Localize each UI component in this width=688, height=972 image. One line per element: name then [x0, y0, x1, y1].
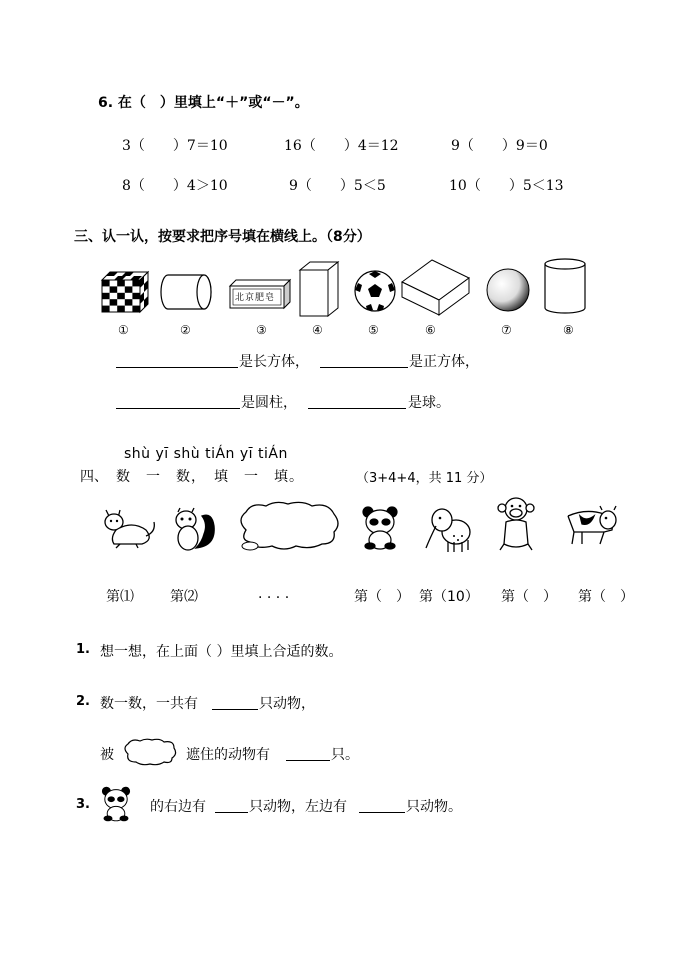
- label-sphere: 是球。: [408, 395, 450, 411]
- soap-label: 北京肥皂: [235, 293, 276, 303]
- equation: 8（ ）4＞10: [122, 178, 228, 194]
- shape-number: ⑧: [563, 323, 574, 337]
- q3-text: 只动物，左边有: [249, 799, 347, 815]
- q2-text: 只动物，: [259, 696, 315, 712]
- label-cube: 是正方体，: [409, 354, 479, 370]
- tall-cuboid-figure: [300, 262, 340, 316]
- q2-text: 数一数，一共有: [100, 696, 198, 712]
- equation: 9（ ）9＝0: [451, 138, 548, 154]
- equation: 16（ ）4＝12: [284, 138, 399, 154]
- equation: 10（ ）5＜13: [449, 178, 564, 194]
- horizontal-cylinder-figure: [160, 274, 212, 310]
- soccer-ball-figure: [354, 270, 396, 312]
- section4-prefix: 四、: [80, 469, 108, 485]
- answer-blank[interactable]: [116, 408, 240, 409]
- shape-number: ⑦: [501, 323, 512, 337]
- upright-cylinder-figure: [544, 258, 586, 314]
- q3-text: 的右边有: [150, 799, 206, 815]
- cloud-icon: [236, 500, 342, 552]
- cloud-icon: [122, 738, 178, 766]
- panda-icon: [360, 506, 400, 550]
- q2-text: 只。: [331, 747, 359, 763]
- q2-text: 遮住的动物有: [186, 747, 270, 763]
- q3-text: 只动物。: [406, 799, 462, 815]
- q3-number: 3.: [76, 797, 90, 812]
- checkered-cube-figure: [102, 272, 150, 312]
- monkey-icon: [494, 496, 538, 552]
- shape-number: ②: [180, 323, 191, 337]
- equation: 9（ ）5＜5: [289, 178, 386, 194]
- q2-text: 被: [100, 747, 114, 763]
- shape-number: ①: [118, 323, 129, 337]
- order-label: 第（10）: [419, 589, 479, 605]
- equation: 3（ ）7＝10: [122, 138, 228, 154]
- q1-text: 想一想，在上面（ ）里填上合适的数。: [100, 644, 343, 660]
- q6-title: 6. 在（ ）里填上“＋”或“－”。: [98, 95, 309, 111]
- q1-number: 1.: [76, 642, 90, 657]
- q2-number: 2.: [76, 694, 90, 709]
- shape-number: ③: [256, 323, 267, 337]
- cow-icon: [560, 504, 620, 548]
- section4-score: （3+4+4，共 11 分）: [356, 471, 493, 486]
- order-label: 第⑵: [170, 589, 198, 605]
- section3-heading: 三、认一认，按要求把序号填在横线上。（8分）: [74, 229, 371, 245]
- sphere-figure: [486, 268, 530, 312]
- shape-number: ④: [312, 323, 323, 337]
- panda-icon: [100, 786, 132, 822]
- section4-heading: 数 一 数， 填 一 填。: [116, 469, 304, 485]
- label-cylinder: 是圆柱，: [241, 395, 297, 411]
- cube-figure: [402, 260, 470, 316]
- squirrel-icon: [168, 506, 218, 554]
- elephant-icon: [424, 504, 474, 554]
- answer-blank[interactable]: [286, 760, 330, 761]
- order-label: 第⑴: [106, 589, 134, 605]
- label-cuboid: 是长方体，: [239, 354, 309, 370]
- answer-blank[interactable]: [116, 367, 238, 368]
- answer-blank[interactable]: [359, 812, 405, 813]
- answer-blank[interactable]: [308, 408, 406, 409]
- answer-blank[interactable]: [212, 709, 258, 710]
- order-label: 第（ ）: [501, 589, 557, 605]
- shape-number: ⑤: [368, 323, 379, 337]
- shape-number: ⑥: [425, 323, 436, 337]
- pinyin-line: shù yī shù tiÁn yī tiÁn: [124, 446, 288, 462]
- order-label: 第（ ）: [578, 589, 634, 605]
- cat-icon: [102, 506, 158, 550]
- order-label: 第（ ）: [354, 589, 410, 605]
- answer-blank[interactable]: [215, 812, 248, 813]
- answer-blank[interactable]: [320, 367, 408, 368]
- ellipsis: . . . .: [258, 586, 290, 602]
